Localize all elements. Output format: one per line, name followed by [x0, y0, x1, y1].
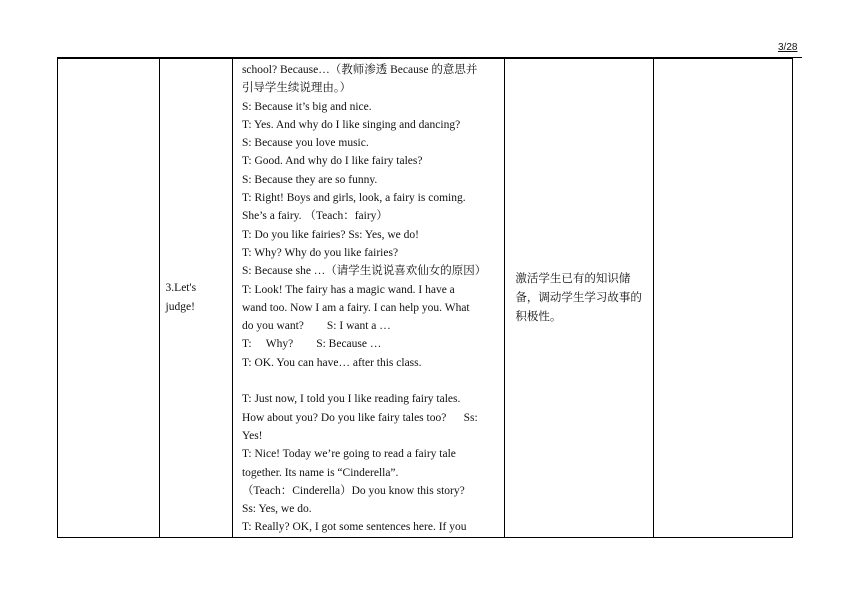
page-number: 3/28: [778, 42, 798, 53]
teaching-process-cell: [232, 59, 504, 538]
dialogue-line: T: Yes. And why do I like singing and dancing?: [241, 118, 461, 131]
dialogue-text: [242, 61, 494, 537]
dialogue-line: S: Because you love music.: [241, 137, 369, 150]
dialogue-line: T: Do you like fairies? Ss: Yes, we do!: [241, 228, 419, 241]
dialogue-line: T: Good. And why do I like fairy tales?: [241, 155, 423, 168]
dialogue-line: school? Because…（教师渗透 Because 的意思并: [241, 64, 478, 76]
dialogue-line: S: Because she …（请学生说说喜欢仙女的原因）: [241, 265, 487, 278]
dialogue-line: wand too. Now I am a fairy. I can help you. What: [241, 301, 470, 314]
step-cell: [159, 59, 232, 538]
dialogue-line: She’s a fairy. （Teach：fairy）: [241, 210, 388, 223]
design-purpose-cell: [505, 59, 654, 538]
design-purpose-text: 激活学生已有的知识储备，调动学生学习故事的积极性。: [515, 272, 642, 323]
dialogue-line: （Teach：Cinderella）Do you know this story?: [241, 484, 465, 497]
dialogue-line: T: Really? OK, I got some sentences here. If you: [241, 521, 467, 534]
dialogue-line: T: Why? Why do you like fairies?: [241, 246, 399, 259]
blank-line: [242, 372, 494, 390]
empty-cell: [654, 59, 793, 538]
dialogue-line: T: Look! The fairy has a magic wand. I have a: [241, 283, 455, 296]
dialogue-line: T: Why? S: Because …: [241, 338, 382, 351]
step-label: 3.Let's judge!: [165, 282, 197, 313]
dialogue-line: How about you? Do you like fairy tales too? Ss:: [241, 411, 478, 424]
dialogue-line: Yes!: [241, 429, 263, 442]
dialogue-line: T: Just now, I told you I like reading fairy tales.: [241, 393, 461, 406]
dialogue-line: do you want? S: I want a …: [241, 320, 391, 333]
dialogue-line: T: Nice! Today we’re going to read a fairy tale: [241, 448, 456, 461]
dialogue-line: S: Because they are so funny.: [241, 173, 378, 186]
dialogue-line: Ss: Yes, we do.: [241, 503, 312, 516]
table-row: [58, 59, 793, 538]
dialogue-line: 引导学生续说理由。）: [241, 82, 352, 95]
dialogue-line: T: OK. You can have… after this class.: [241, 356, 422, 369]
dialogue-line: T: Right! Boys and girls, look, a fairy is coming.: [241, 192, 466, 205]
dialogue-line: together. Its name is “Cinderella”.: [241, 466, 399, 479]
empty-cell: [58, 59, 160, 538]
lesson-plan-table: [57, 58, 793, 538]
dialogue-line: S: Because it’s big and nice.: [241, 100, 372, 113]
